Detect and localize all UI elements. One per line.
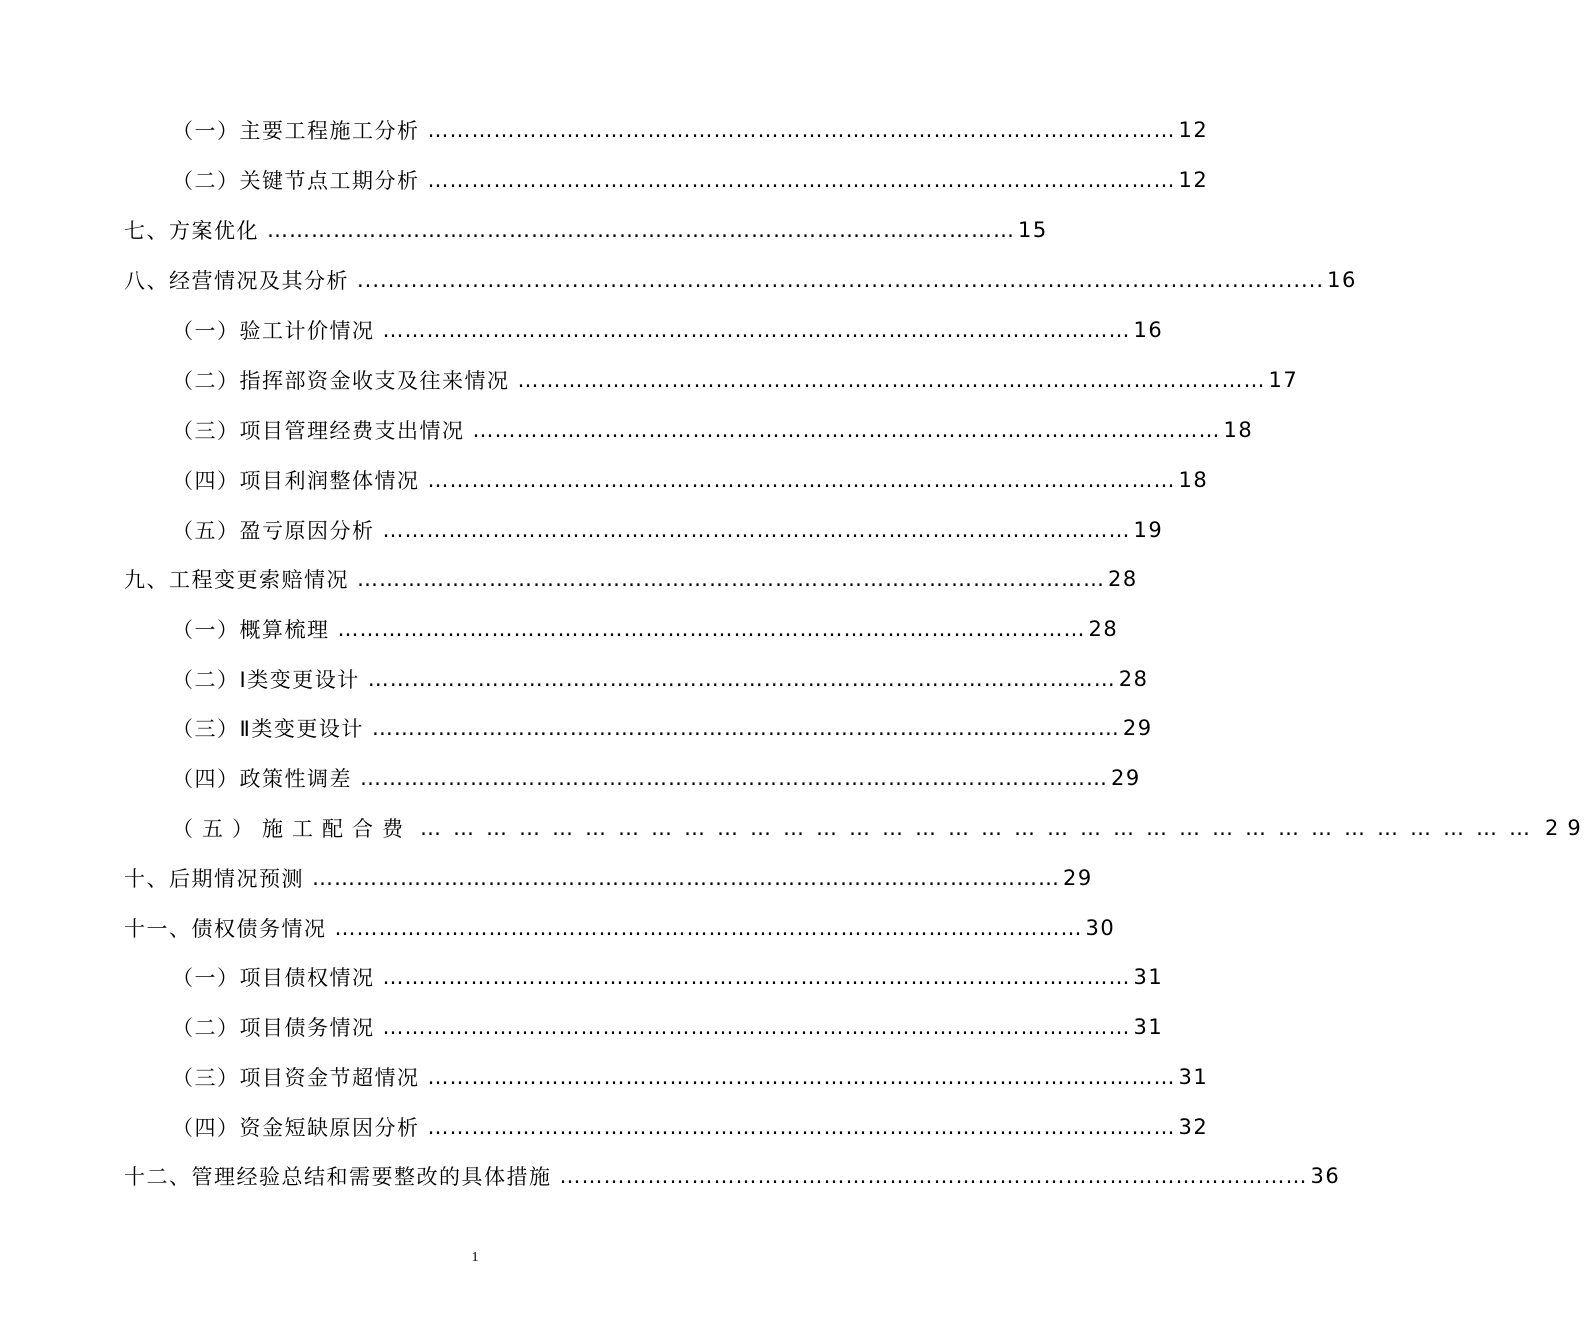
toc-entry[interactable] [172,313,1164,347]
toc-entry-page: 31 [1133,1015,1164,1039]
toc-entry-title: （二）Ⅰ类变更设计 [172,668,360,692]
toc-entry-title: （二）项目债务情况 [172,1016,375,1040]
toc-dot-leader: ………………………………………………………………………………………… [312,866,1060,890]
toc-entry-title: （二）指挥部资金收支及往来情况 [172,369,510,393]
toc-dot-leader: ………………………………………………………………………………………… [472,418,1221,442]
toc-entry[interactable] [172,1060,1209,1094]
toc-entry-title: （四）资金短缺原因分析 [172,1116,420,1140]
toc-entry[interactable] [172,113,1209,147]
toc-entry-page: 30 [1085,916,1116,940]
toc-entry[interactable] [124,213,1048,247]
toc-entry[interactable] [172,163,1209,197]
toc-entry-title: 八、经营情况及其分析 [124,269,349,293]
toc-dot-leader: ………………………………………………………………………………………… [427,118,1176,142]
toc-dot-leader: ………………………………………………………………………………………… [382,1015,1131,1039]
toc-dot-leader: ………………………………………………………………………………………… [420,816,1542,840]
toc-entry-title: （三）Ⅱ类变更设计 [172,717,364,741]
toc-dot-leader: ………………………………………………………………………………………… [337,617,1086,641]
toc-entry[interactable] [172,513,1164,547]
toc-entry-title: （二）关键节点工期分析 [172,169,420,193]
toc-dot-leader: ………………………………………………………………………………………… [427,1115,1176,1139]
toc-entry-page: 15 [1018,218,1048,242]
toc-entry-title: 七、方案优化 [124,219,259,243]
toc-entry-page: 17 [1268,368,1299,392]
toc-entry-page: 16 [1133,318,1164,342]
toc-entry-page: 36 [1310,1164,1341,1188]
toc-entry-title: 十二、管理经验总结和需要整改的具体措施 [124,1165,552,1189]
toc-entry[interactable] [172,1010,1164,1044]
toc-entry-title: （一）概算梳理 [172,618,330,642]
toc-dot-leader: ………………………………………………………………………………………… [357,567,1105,591]
toc-entry[interactable] [124,861,1093,895]
toc-dot-leader: ………………………………………………………………………………………… [427,468,1176,492]
toc-dot-leader: ………………………………………………………………………………………… [382,318,1131,342]
toc-entry-title: （五）盈亏原因分析 [172,519,375,543]
toc-entry-page: 29 [1111,766,1141,790]
toc-dot-leader: .............................................................................................................................. [357,268,1325,292]
toc-dot-leader: ………………………………………………………………………………………… [334,916,1083,940]
toc-entry-title: （一）项目债权情况 [172,966,375,990]
toc-entry[interactable] [124,263,1357,297]
toc-entry-title: （四）政策性调差 [172,767,352,791]
toc-entry[interactable] [124,562,1138,596]
toc-entry-page: 18 [1223,418,1254,442]
toc-entry-page: 29 [1545,816,1590,840]
toc-entry-title: （五）施工配合费 [172,817,412,841]
toc-entry-page: 16 [1327,268,1357,292]
toc-dot-leader: ………………………………………………………………………………………… [367,667,1116,691]
toc-entry[interactable] [172,960,1164,994]
toc-entry-page: 12 [1178,168,1209,192]
toc-entry-page: 29 [1122,716,1153,740]
toc-entry[interactable] [172,1110,1209,1144]
toc-entry-page: 28 [1118,667,1149,691]
toc-entry-title: （三）项目资金节超情况 [172,1066,420,1090]
toc-entry-title: （一）主要工程施工分析 [172,119,420,143]
toc-entry[interactable] [172,811,1590,845]
toc-entry-page: 19 [1133,518,1164,542]
toc-entry[interactable] [172,662,1149,696]
toc-entry-page: 18 [1178,468,1209,492]
toc-entry-title: 十、后期情况预测 [124,867,304,891]
toc-entry-page: 28 [1108,567,1138,591]
toc-entry[interactable] [124,911,1116,945]
toc-entry[interactable] [124,1159,1341,1193]
toc-dot-leader: ………………………………………………………………………………………… [382,518,1131,542]
toc-entry-page: 28 [1088,617,1119,641]
toc-entry[interactable] [172,612,1119,646]
toc-entry[interactable] [172,413,1254,447]
toc-entry-page: 29 [1063,866,1093,890]
toc-entry[interactable] [172,463,1209,497]
toc-dot-leader: ………………………………………………………………………………………… [559,1164,1308,1188]
toc-entry-page: 31 [1178,1065,1209,1089]
toc-dot-leader: ………………………………………………………………………………………… [371,716,1120,740]
toc-entry-title: 九、工程变更索赔情况 [124,568,349,592]
toc-dot-leader: ………………………………………………………………………………………… [517,368,1266,392]
toc-entry-page: 32 [1178,1115,1209,1139]
toc-entry[interactable] [172,363,1299,397]
toc-dot-leader: ………………………………………………………………………………………… [360,766,1108,790]
toc-entry[interactable] [172,761,1141,795]
toc-dot-leader: ………………………………………………………………………………………… [427,1065,1176,1089]
toc-entry-title: 十一、债权债务情况 [124,917,327,941]
toc-entry-page: 12 [1178,118,1209,142]
toc-entry[interactable] [172,711,1153,745]
page-number: 1 [471,1250,479,1265]
toc-dot-leader: ………………………………………………………………………………………… [382,965,1131,989]
toc-entry-title: （三）项目管理经费支出情况 [172,419,465,443]
toc-dot-leader: ………………………………………………………………………………………… [267,218,1015,242]
toc-entry-title: （四）项目利润整体情况 [172,469,420,493]
toc-entry-page: 31 [1133,965,1164,989]
toc-entry-title: （一）验工计价情况 [172,319,375,343]
toc-dot-leader: ………………………………………………………………………………………… [427,168,1176,192]
